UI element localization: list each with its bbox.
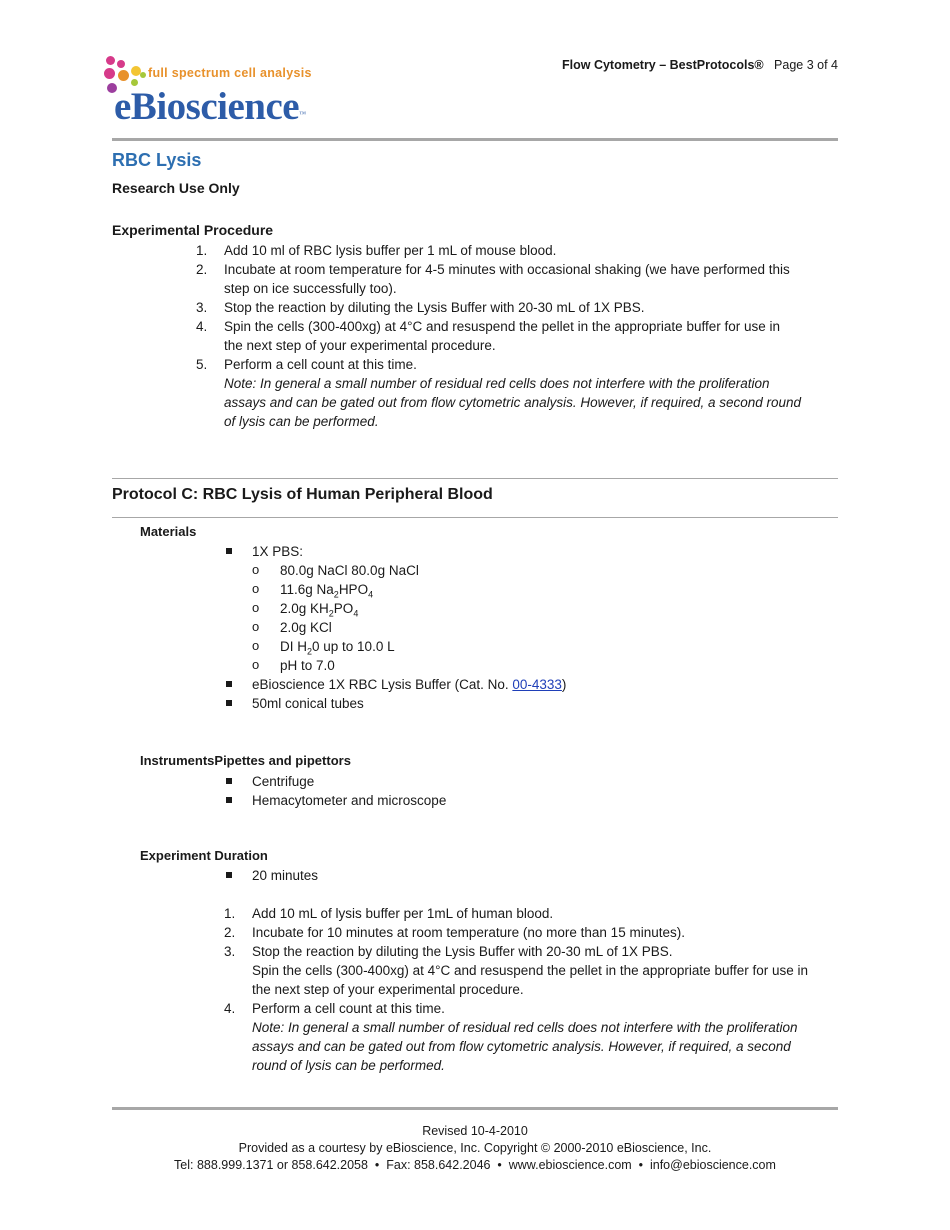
list-item: 80.0g NaCl 80.0g NaCl (280, 563, 419, 578)
list-item: 2.0g KCl (280, 620, 332, 635)
formula-text: 0 up to 10.0 L (312, 639, 395, 654)
circle-bullet-icon: o (252, 600, 260, 615)
list-item: 20 minutes (252, 868, 319, 883)
copyright-text: Provided as a courtesy by eBioscience, Inc. Copyright © 2000-2010 eBioscience, Inc. (238, 1141, 712, 1155)
note-text: of lysis can be performed. (224, 414, 379, 429)
page-header-info (562, 58, 838, 72)
section-divider (112, 478, 838, 479)
step-text: Incubate at room temperature for 4-5 minutes with occasional shaking (we have performed this (224, 262, 790, 277)
note-text: assays and can be gated out from flow cytometric analysis. However, if required, a second (252, 1039, 791, 1054)
list-item: Centrifuge (252, 774, 315, 789)
footer-divider (112, 1107, 838, 1110)
list-item: pH to 7.0 (280, 658, 335, 673)
step-text: Add 10 ml of RBC lysis buffer per 1 mL of mouse blood. (224, 243, 557, 258)
duration-heading: Experiment Duration (140, 848, 268, 863)
formula-text: DI H (280, 639, 307, 654)
protocol-title: Protocol C: RBC Lysis of Human Peripheral Blood (112, 486, 493, 503)
step-number: 4. (196, 319, 208, 334)
buffer-text: eBioscience 1X RBC Lysis Buffer (Cat. No. (252, 677, 513, 692)
formula-text: PO (333, 601, 354, 616)
step-text: Spin the cells (300-400xg) at 4°C and resuspend the pellet in the appropriate buffer for use in (224, 319, 780, 334)
note-text: Note: In general a small number of residual red cells does not interfere with the proliferation (252, 1020, 798, 1035)
circle-bullet-icon: o (252, 619, 260, 634)
circle-bullet-icon: o (252, 638, 260, 653)
step-number: 4. (224, 1001, 236, 1016)
formula-text: 11.6g Na (280, 582, 334, 597)
circle-bullet-icon: o (252, 657, 260, 672)
note-text: Note: In general a small number of residual red cells does not interfere with the proliferation (224, 376, 770, 391)
step-text: Stop the reaction by diluting the Lysis Buffer with 20-30 mL of 1X PBS. (224, 300, 645, 315)
step-text: Perform a cell count at this time. (252, 1001, 445, 1016)
logo-dot (118, 70, 129, 81)
doc-title: Flow Cytometry – BestProtocols® (562, 58, 764, 72)
step-text: Spin the cells (300-400xg) at 4°C and resuspend the pellet in the appropriate buffer for use in (252, 963, 808, 978)
step-text: Stop the reaction by diluting the Lysis Buffer with 20-30 mL of 1X PBS. (252, 944, 673, 959)
note-text: round of lysis can be performed. (252, 1058, 445, 1073)
step-number: 1. (224, 906, 236, 921)
procedure-heading: Experimental Procedure (112, 222, 274, 238)
step-number: 2. (224, 925, 236, 940)
ebioscience-logo (104, 54, 334, 134)
header-divider (112, 138, 838, 141)
list-item: 50ml conical tubes (252, 696, 364, 711)
formula-text: HPO (338, 582, 369, 597)
square-bullet-icon (226, 681, 232, 687)
square-bullet-icon (226, 700, 232, 706)
list-item: 1X PBS: (252, 544, 304, 559)
page-title: RBC Lysis (112, 150, 202, 170)
step-number: 2. (196, 262, 208, 277)
logo-wordmark (114, 84, 305, 129)
materials-heading: Materials (140, 524, 197, 539)
contact-info: Tel: 888.999.1371 or 858.642.2058 • Fax: 858.642.2046 • www.ebioscience.com • info@ebioscience.com (174, 1158, 776, 1172)
trademark: ™ (299, 110, 306, 118)
subscript: 4 (353, 608, 359, 619)
circle-bullet-icon: o (252, 581, 260, 596)
step-text: the next step of your experimental procedure. (252, 982, 524, 997)
page-number: Page 3 of 4 (774, 58, 838, 72)
logo-dot (140, 72, 146, 78)
logo-dot (104, 68, 115, 79)
square-bullet-icon (226, 872, 232, 878)
step-text: Add 10 mL of lysis buffer per 1mL of human blood. (252, 906, 554, 921)
subscript: 2 (333, 589, 339, 600)
step-number: 3. (224, 944, 236, 959)
page-footer (0, 1123, 950, 1174)
section-divider (112, 517, 838, 518)
step-text: the next step of your experimental procedure. (224, 338, 496, 353)
square-bullet-icon (226, 778, 232, 784)
note-text: assays and can be gated out from flow cytometric analysis. However, if required, a second round (224, 395, 802, 410)
step-text: Perform a cell count at this time. (224, 357, 417, 372)
square-bullet-icon (226, 797, 232, 803)
buffer-close: ) (561, 677, 567, 692)
step-number: 3. (196, 300, 208, 315)
logo-dot (117, 60, 125, 68)
revised-date: Revised 10-4-2010 (422, 1124, 528, 1138)
subscript: 2 (328, 608, 334, 619)
step-number: 1. (196, 243, 208, 258)
step-text: Incubate for 10 minutes at room temperature (no more than 15 minutes). (252, 925, 685, 940)
logo-tagline: full spectrum cell analysis (148, 66, 312, 80)
subscript: 4 (368, 589, 374, 600)
list-item: Hemacytometer and microscope (252, 793, 447, 808)
catalog-link[interactable]: 00-4333 (512, 677, 562, 692)
brand-name: eBioscience (114, 85, 300, 128)
circle-bullet-icon: o (252, 562, 260, 577)
list-item (252, 675, 566, 694)
instruments-heading: InstrumentsPipettes and pipettors (140, 753, 351, 768)
research-use-label: Research Use Only (112, 180, 240, 196)
logo-dot (106, 56, 115, 65)
step-text: step on ice successfully too). (224, 281, 397, 296)
step-number: 5. (196, 357, 208, 372)
formula-text: 2.0g KH (280, 601, 329, 616)
subscript: 2 (307, 646, 313, 657)
square-bullet-icon (226, 548, 232, 554)
